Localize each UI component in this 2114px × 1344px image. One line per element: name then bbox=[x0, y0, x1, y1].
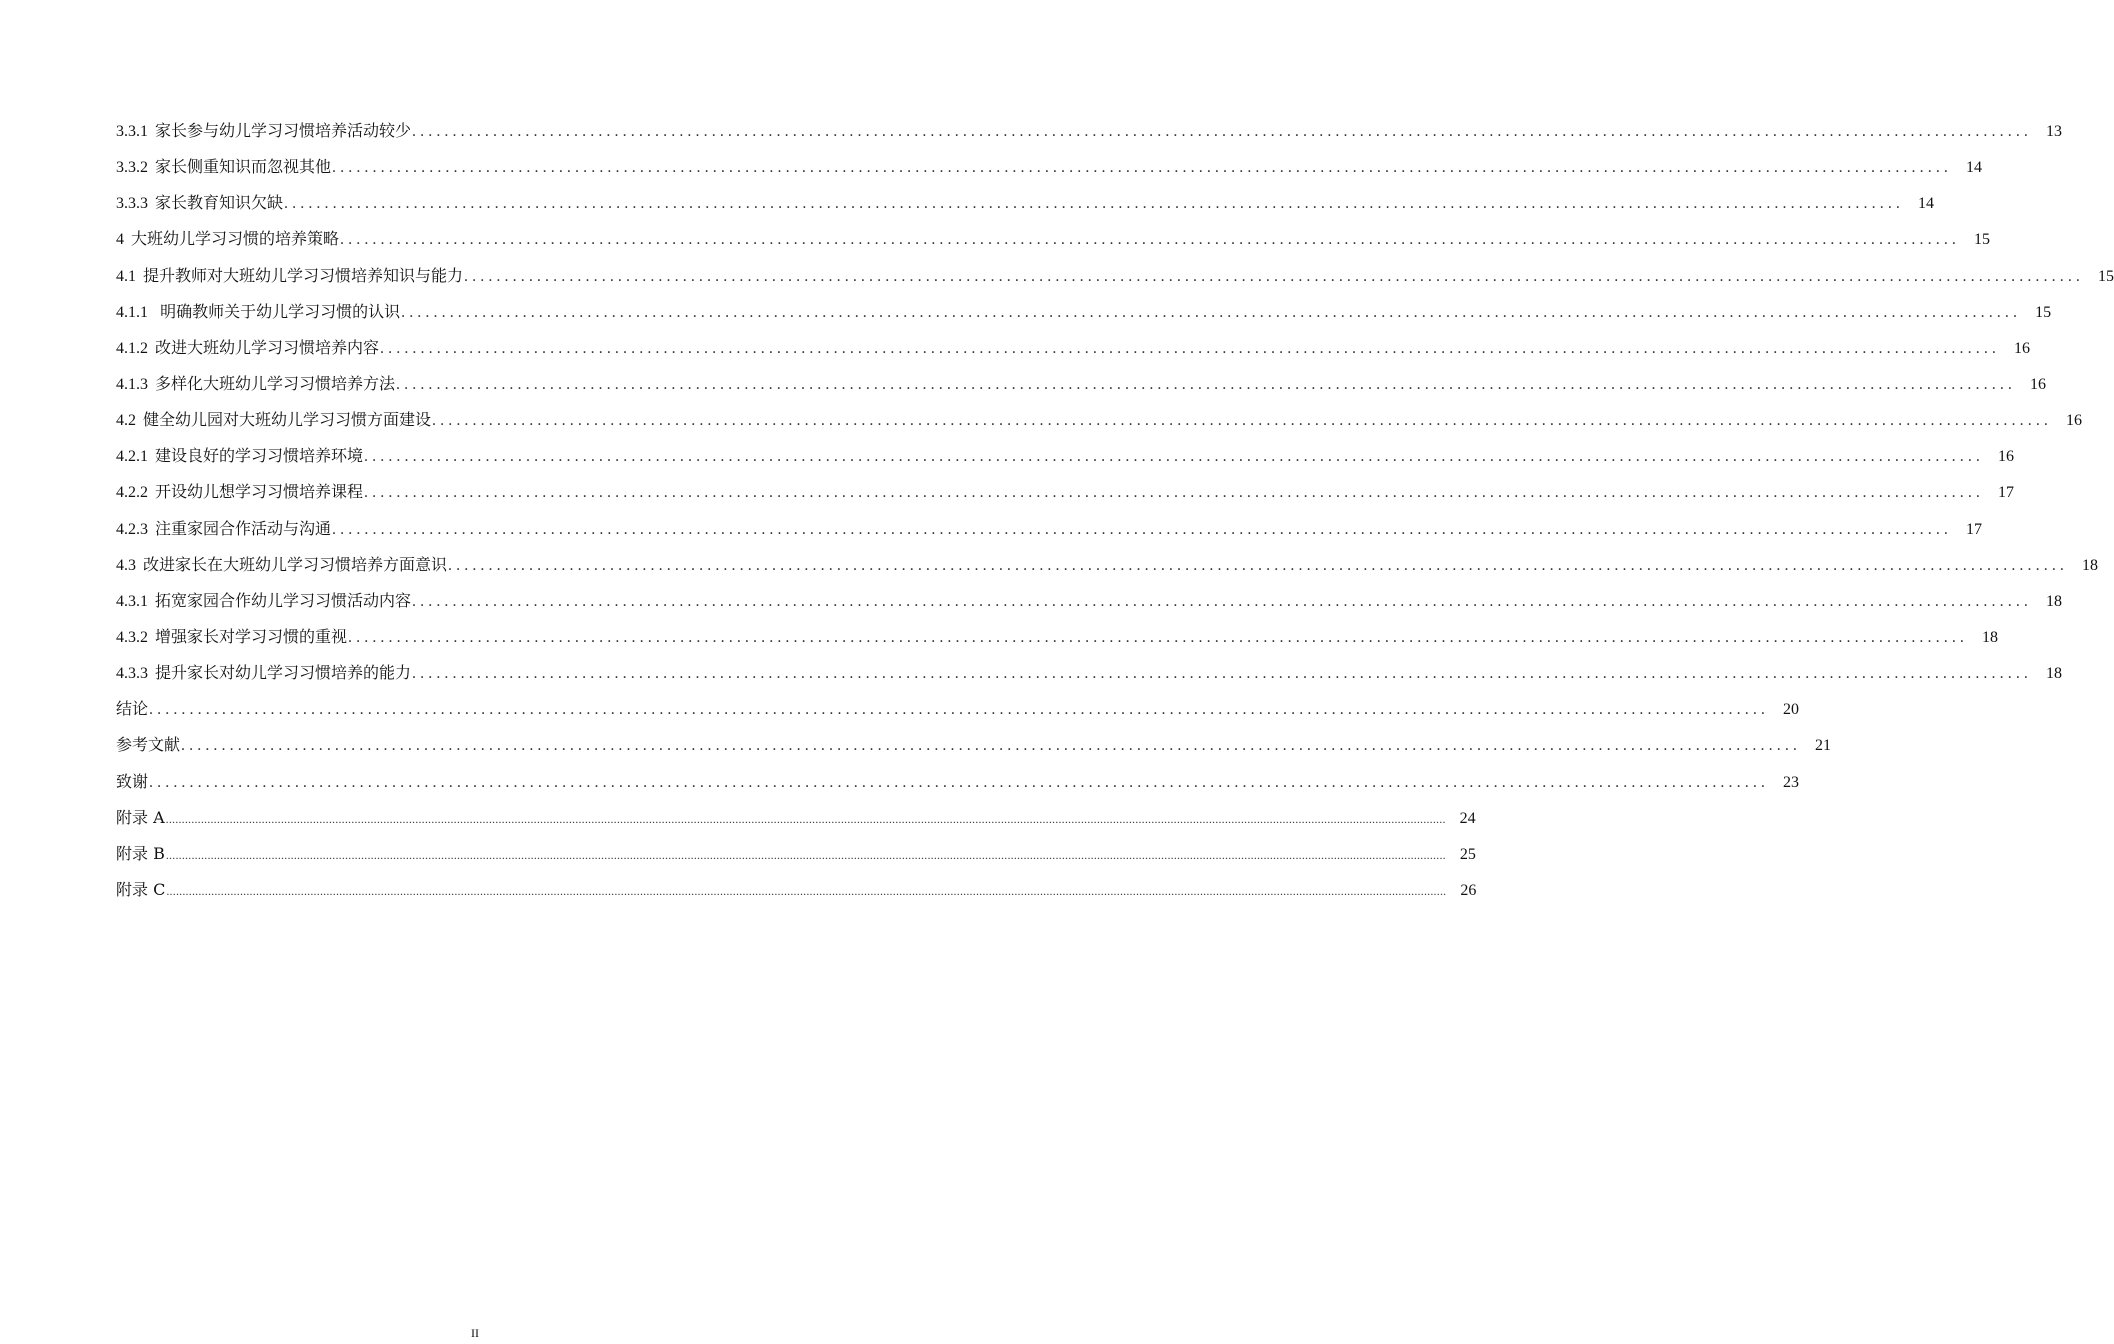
toc-dot-leader: ................................................................................................................................................................................................................................................................................................................................................................................................................ bbox=[165, 811, 1446, 826]
toc-entry[interactable] bbox=[116, 872, 1477, 908]
toc-entry-page: 23 bbox=[1783, 773, 1800, 791]
toc-entry-page: 14 bbox=[1918, 195, 1935, 213]
toc-entry-text: 附录 C bbox=[116, 879, 166, 899]
toc-entry-text: 结论 bbox=[116, 699, 149, 719]
toc-entry-page: 17 bbox=[1966, 520, 1983, 538]
toc-entry-number: 4.3 bbox=[116, 556, 136, 574]
toc-entry[interactable] bbox=[116, 330, 2031, 366]
toc-entry-text: 建设良好的学习习惯培养环境 bbox=[155, 446, 364, 466]
toc-entry-text: 改进大班幼儿学习习惯培养内容 bbox=[155, 337, 380, 357]
toc-dot-leader: ........................................................................................................................................................................................................ bbox=[412, 592, 2033, 610]
toc-entry-page: 15 bbox=[1974, 231, 1991, 249]
toc-dot-leader: ........................................................................................................................................................................................................ bbox=[432, 412, 2053, 430]
toc-dot-leader: ........................................................................................................................................................................................................ bbox=[380, 339, 2001, 357]
toc-entry-page: 24 bbox=[1459, 809, 1476, 827]
toc-entry-page: 18 bbox=[2046, 665, 2063, 683]
toc-entry-page: 18 bbox=[2046, 592, 2063, 610]
toc-dot-leader: ........................................................................................................................................................................................................ bbox=[348, 628, 1969, 646]
toc-entry[interactable] bbox=[116, 113, 2063, 149]
toc-entry-title bbox=[116, 583, 411, 620]
toc-entry-number: 4.3.1 bbox=[116, 592, 148, 610]
toc-entry-text: 家长侧重知识而忽视其他 bbox=[155, 157, 332, 177]
toc-dot-leader: ........................................................................................................................................................................................................ bbox=[181, 737, 1802, 755]
toc-entry-number: 4.1.3 bbox=[116, 375, 148, 393]
toc-dot-leader: ........................................................................................................................................................................................................ bbox=[149, 773, 1770, 791]
toc-entry-title bbox=[116, 149, 331, 186]
toc-entry-title bbox=[116, 511, 331, 548]
toc-entry[interactable] bbox=[116, 691, 1800, 727]
toc-entry-number: 4.1 bbox=[116, 267, 136, 285]
toc-entry-title bbox=[116, 438, 363, 475]
toc-dot-leader: ........................................................................................................................................................................................................ bbox=[412, 665, 2033, 683]
toc-dot-leader: ........................................................................................................................................................................................................ bbox=[401, 303, 2022, 321]
toc-entry-number: 3.3.1 bbox=[116, 123, 148, 140]
toc-entry[interactable] bbox=[116, 800, 1476, 836]
toc-entry-title bbox=[116, 800, 165, 836]
toc-entry-number: 3.3.2 bbox=[116, 159, 148, 177]
toc-entry[interactable] bbox=[116, 258, 2114, 294]
toc-entry[interactable] bbox=[116, 764, 1800, 800]
toc-entry-title bbox=[116, 619, 347, 656]
toc-entry-page: 16 bbox=[1998, 448, 2015, 466]
toc-entry[interactable] bbox=[116, 655, 2063, 691]
toc-entry-number: 4.1.2 bbox=[116, 339, 148, 357]
toc-entry-text: 附录 A bbox=[116, 807, 165, 827]
toc-entry-title bbox=[116, 727, 180, 763]
toc-entry-page: 21 bbox=[1815, 737, 1832, 755]
toc-entry[interactable] bbox=[116, 836, 1476, 872]
toc-entry-number: 4.3.3 bbox=[116, 665, 148, 683]
toc-entry-number: 3.3.3 bbox=[116, 195, 148, 213]
toc-entry-text: 明确教师关于幼儿学习习惯的认识 bbox=[155, 301, 401, 321]
toc-entry-page: 16 bbox=[2066, 412, 2083, 430]
toc-entry-page: 26 bbox=[1460, 881, 1477, 899]
toc-dot-leader: ........................................................................................................................................................................................................ bbox=[149, 701, 1770, 719]
toc-entry-number: 4.2 bbox=[116, 412, 136, 430]
toc-entry-title bbox=[116, 402, 431, 439]
toc-dot-leader: ........................................................................................................................................................................................................ bbox=[332, 520, 1953, 538]
toc-dot-leader: ........................................................................................................................................................................................................ bbox=[464, 267, 2085, 285]
toc-entry-text: 健全幼儿园对大班幼儿学习习惯方面建设 bbox=[143, 410, 432, 430]
toc-entry-text: 改进家长在大班幼儿学习习惯培养方面意识 bbox=[143, 554, 448, 574]
toc-entry-text: 致谢 bbox=[116, 771, 149, 791]
toc-entry-title bbox=[116, 691, 148, 727]
toc-entry[interactable] bbox=[116, 547, 2099, 583]
toc-entry-title bbox=[116, 836, 165, 872]
toc-entry-text: 拓宽家园合作幼儿学习习惯活动内容 bbox=[155, 590, 412, 610]
toc-dot-leader: ........................................................................................................................................................................................................ bbox=[284, 195, 1905, 213]
toc-entry-page: 17 bbox=[1998, 484, 2015, 502]
toc-entry[interactable] bbox=[116, 185, 1935, 221]
toc-entry-title bbox=[116, 258, 463, 295]
toc-entry-text: 注重家园合作活动与沟通 bbox=[155, 518, 332, 538]
toc-entry-number: 4 bbox=[116, 231, 124, 249]
toc-dot-leader: ........................................................................................................................................................................................................ bbox=[332, 159, 1953, 177]
toc-entry-page: 18 bbox=[1982, 628, 1999, 646]
toc-entry[interactable] bbox=[116, 149, 1983, 185]
toc-entry-title bbox=[116, 113, 411, 150]
toc-entry-text: 多样化大班幼儿学习习惯培养方法 bbox=[155, 373, 396, 393]
toc-entry-number: 4.2.2 bbox=[116, 484, 148, 502]
toc-entry[interactable] bbox=[116, 727, 1832, 763]
toc-dot-leader: ........................................................................................................................................................................................................ bbox=[396, 375, 2017, 393]
toc-entry-title bbox=[116, 764, 148, 800]
table-of-contents bbox=[116, 113, 2114, 908]
toc-entry-text: 开设幼儿想学习习惯培养课程 bbox=[155, 482, 364, 502]
toc-entry[interactable] bbox=[116, 366, 2047, 402]
toc-entry-page: 18 bbox=[2082, 556, 2099, 574]
toc-entry-text: 附录 B bbox=[116, 843, 165, 863]
toc-entry-text: 提升教师对大班幼儿学习习惯培养知识与能力 bbox=[143, 265, 464, 285]
toc-entry-page: 15 bbox=[2035, 303, 2052, 321]
toc-entry-number: 4.1.1 bbox=[116, 303, 148, 321]
toc-entry-number: 4.3.2 bbox=[116, 628, 148, 646]
toc-entry-title bbox=[116, 366, 395, 403]
toc-entry-number: 4.2.1 bbox=[116, 448, 148, 466]
toc-entry-title bbox=[116, 655, 411, 692]
toc-entry-title bbox=[116, 294, 400, 331]
toc-entry[interactable] bbox=[116, 474, 2015, 510]
toc-entry-text: 增强家长对学习习惯的重视 bbox=[155, 626, 348, 646]
toc-entry-number: 4.2.3 bbox=[116, 520, 148, 538]
toc-entry-title bbox=[116, 872, 165, 908]
toc-entry-title bbox=[116, 221, 339, 258]
toc-entry-text: 家长参与幼儿学习习惯培养活动较少 bbox=[155, 121, 412, 140]
toc-entry[interactable] bbox=[116, 583, 2063, 619]
toc-entry[interactable] bbox=[116, 511, 1983, 547]
toc-entry[interactable] bbox=[116, 294, 2052, 330]
toc-dot-leader: ........................................................................................................................................................................................................ bbox=[364, 484, 1985, 502]
toc-entry-text: 大班幼儿学习习惯的培养策略 bbox=[131, 229, 340, 249]
toc-entry-page: 25 bbox=[1459, 845, 1476, 863]
toc-entry-text: 参考文献 bbox=[116, 735, 181, 755]
toc-dot-leader: ................................................................................................................................................................................................................................................................................................................................................................................................................ bbox=[165, 847, 1446, 862]
toc-entry-page: 14 bbox=[1966, 159, 1983, 177]
page-number-footer: II bbox=[471, 1326, 479, 1340]
toc-entry[interactable] bbox=[116, 619, 1999, 655]
toc-dot-leader: ........................................................................................................................................................................................................ bbox=[448, 556, 2069, 574]
toc-dot-leader: ........................................................................................................................................................................................................ bbox=[340, 231, 1961, 249]
toc-dot-leader: ................................................................................................................................................................................................................................................................................................................................................................................................................ bbox=[166, 883, 1447, 898]
toc-entry-text: 家长教育知识欠缺 bbox=[155, 193, 284, 213]
toc-entry[interactable] bbox=[116, 402, 2083, 438]
toc-dot-leader: ........................................................................................................................................................................................................ bbox=[364, 448, 1985, 466]
toc-entry-title bbox=[116, 474, 363, 511]
toc-entry-page: 16 bbox=[2014, 339, 2031, 357]
toc-entry[interactable] bbox=[116, 221, 1991, 257]
toc-entry-page: 20 bbox=[1783, 701, 1800, 719]
toc-entry-title bbox=[116, 185, 283, 222]
toc-entry-text: 提升家长对幼儿学习习惯培养的能力 bbox=[155, 663, 412, 683]
toc-entry-title bbox=[116, 330, 379, 367]
toc-entry-page: 13 bbox=[2046, 123, 2063, 140]
toc-dot-leader: ........................................................................................................................................................................................................ bbox=[412, 123, 2033, 140]
toc-entry-page: 16 bbox=[2030, 375, 2047, 393]
toc-entry[interactable] bbox=[116, 438, 2015, 474]
toc-entry-page: 15 bbox=[2098, 267, 2114, 285]
toc-entry-title bbox=[116, 547, 447, 584]
